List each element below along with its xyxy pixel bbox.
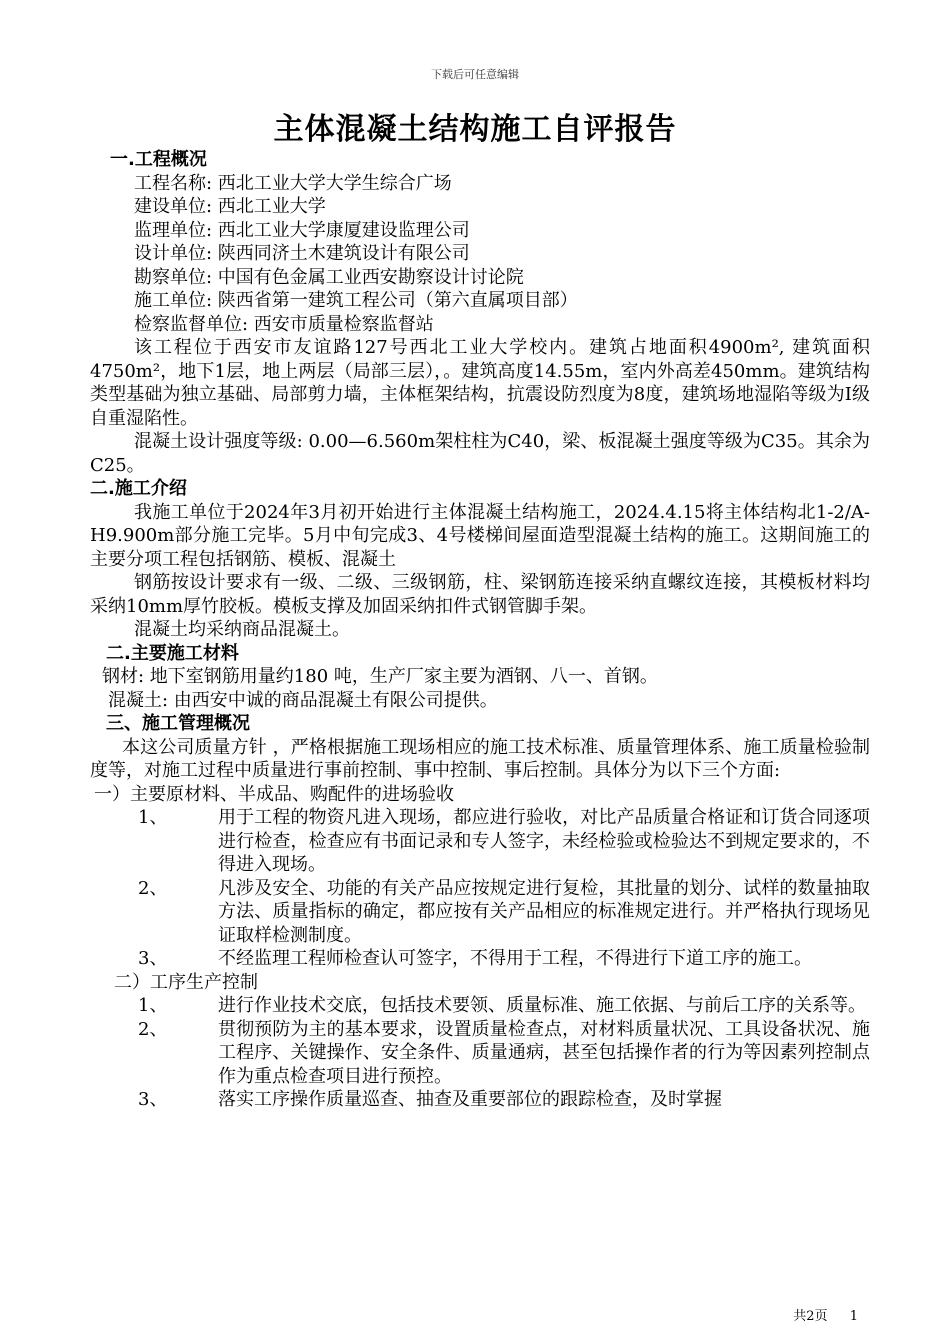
paragraph: 我施工单位于2024年3月初开始进行主体混凝土结构施工，2024.4.15将主体结构北1-2/A-H9.900m部分施工完毕。5月中旬完成3、4号楼梯间屋面造型混凝土结构的施工。这期间施工的主要分项工程包括钢筋、模板、混凝土 [90,501,870,570]
material-line: 混凝土: 由西安中诚的商品混凝土有限公司提供。 [108,689,498,711]
item-text: 用于工程的物资凡进入现场，都应进行验收，对比产品质量合格证和订货合同逐项进行检查，检查应有书面记录和专人签字，未经检验或检验达不到规定要求的，不得进入现场。 [218,807,870,875]
numbered-item [90,947,870,971]
total-pages: 共2页 [793,1309,828,1324]
item-number: 3、 [138,1089,168,1110]
item-number: 3、 [138,948,168,969]
info-line: 工程名称: 西北工业大学大学生综合广场 [134,172,452,194]
numbered-item [90,1088,870,1112]
item-number: 2、 [138,1018,168,1040]
document-body [90,148,870,1112]
item-text: 不经监理工程师检查认可签字，不得用于工程，不得进行下道工序的施工。 [218,948,812,969]
paragraph: 钢筋按设计要求有一级、二级、三级钢筋，柱、梁钢筋连接采纳直螺纹连接，其模板材料均采纳10mm厚竹胶板。模板支撑及加固采纳扣件式钢管脚手架。 [90,572,870,617]
page-number: 1 [849,1309,858,1324]
section-heading-materials: 二.主要施工材料 [106,642,239,664]
subsection-heading: 一）主要原材料、半成品、购配件的进场验收 [94,783,454,805]
numbered-item [90,806,870,877]
item-number: 2、 [138,877,168,899]
item-text: 凡涉及安全、功能的有关产品应按规定进行复检，其批量的划分、试样的数量抽取方法、质量指标的确定，都应按有关产品相应的标准规定进行。并严格执行现场见证取样检测制度。 [218,877,870,946]
item-number: 1、 [138,807,168,828]
numbered-item [90,994,870,1018]
section-heading-management: 三、施工管理概况 [106,713,250,734]
section-heading-intro: 二.施工介绍 [90,478,187,499]
info-line: 勘察单位: 中国有色金属工业西安勘察设计讨论院 [134,266,524,288]
material-line: 钢材: 地下室钢筋用量约180 吨，生产厂家主要为酒钢、八一、首钢。 [102,666,658,687]
info-line: 监理单位: 西北工业大学康厦建设监理公司 [134,219,470,241]
header-note: 下载后可任意编辑 [431,68,519,81]
paragraph: 混凝土设计强度等级: 0.00—6.560m架柱柱为C40，梁、板混凝土强度等级为C35。其余为C25。 [90,431,870,476]
paragraph: 混凝土均采纳商品混凝土。 [134,619,350,640]
section-heading-overview: 一.工程概况 [110,149,207,170]
paragraph: 该工程位于西安市友谊路127号西北工业大学校内。建筑占地面积4900m², 建筑面积4750m²，地下1层，地上两层（局部三层），。建筑高度14.55m，室内外高差450mm。建筑结构类型基础为独立基础、局部剪力墙，主体框架结构，抗震设防烈度为8度，建筑场地湿陷等级为Ⅰ级自重湿陷性。 [90,337,870,429]
item-text: 进行作业技术交底，包括技术要领、质量标准、施工依据、与前后工序的关系等。 [218,995,866,1016]
document-title: 主体混凝土结构施工自评报告 [273,112,677,147]
info-line: 施工单位: 陕西省第一建筑工程公司（第六直属项目部） [134,290,578,311]
item-number: 1、 [138,995,168,1016]
page-footer [775,1305,858,1324]
numbered-item [90,1018,870,1089]
paragraph: 本这公司质量方针 ，严格根据施工现场相应的施工技术标准、质量管理体系、施工质量检验制度等，对施工过程中质量进行事前控制、事中控制、事后控制。具体分为以下三个方面: [90,736,870,781]
numbered-item [90,877,870,948]
item-text: 落实工序操作质量巡查、抽查及重要部位的跟踪检查，及时掌握 [218,1089,722,1110]
item-text: 贯彻预防为主的基本要求，设置质量检查点，对材料质量状况、工具设备状况、施工程序、关键操作、安全条件、质量通病，甚至包括操作者的行为等因素列控制点作为重点检查项目进行预控。 [218,1018,870,1087]
project-info-list [134,172,870,337]
subsection-heading: 二）工序生产控制 [114,971,258,993]
info-line: 检察监督单位: 西安市质量检察监督站 [134,313,434,335]
info-line: 设计单位: 陕西同济土木建筑设计有限公司 [134,243,470,264]
info-line: 建设单位: 西北工业大学 [134,196,326,217]
